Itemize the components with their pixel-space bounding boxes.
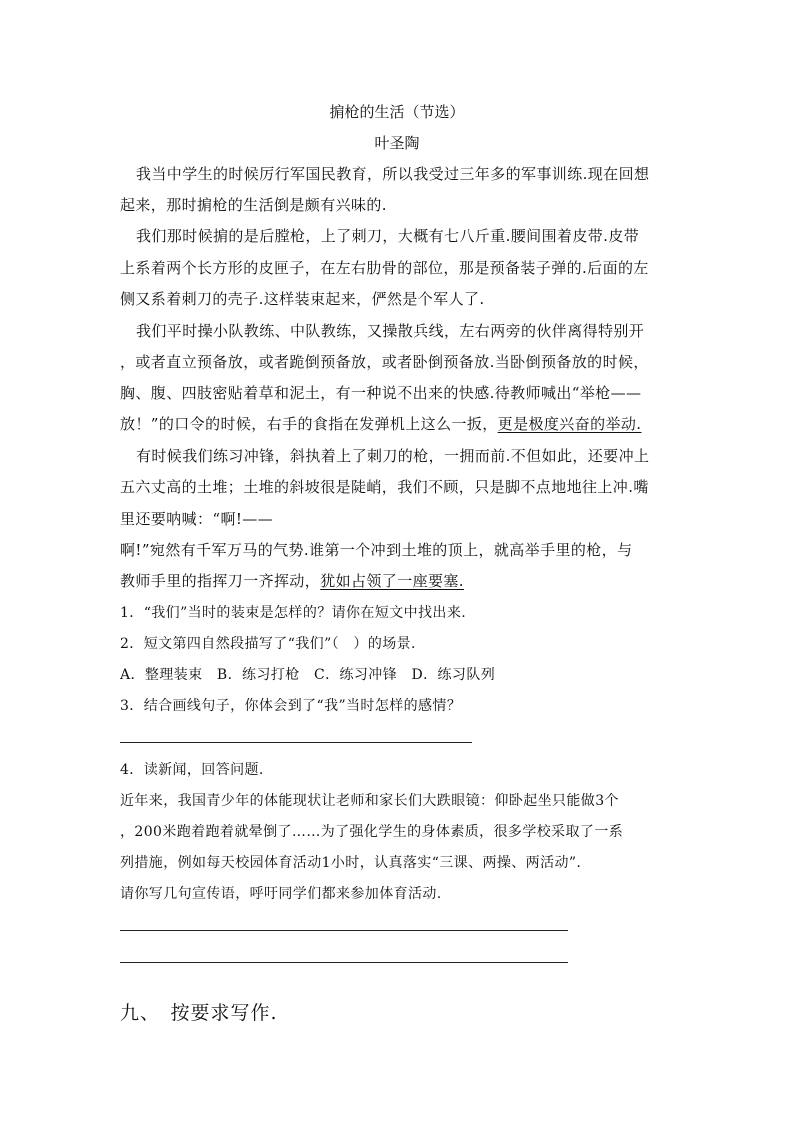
question-2: 2．短文第四自然段描写了“我们”（ ）的场景. <box>120 636 416 652</box>
news-line-2: ，200米跑着跑着就晕倒了……为了强化学生的身体素质，很多学校采取了一系 <box>120 824 624 840</box>
paragraph-3-line-3: 胸、腹、四肢密贴着草和泥土，有一种说不出来的快感.待教师喊出“举枪—— <box>120 384 642 402</box>
news-line-3: 列措施，例如每天校园体育活动1小时，认真落实“三课、两操、两活动”. <box>120 855 582 871</box>
paragraph-4-line-2: 五六丈高的土堆；土堆的斜坡很是陡峭，我们不顾，只是脚不点地地往上冲.嘴 <box>120 478 649 496</box>
paragraph-2-line-2: 上系着两个长方形的皮匣子，在左右肋骨的部位，那是预备装子弹的.后面的左 <box>120 259 649 277</box>
paragraph-4-line-1: 有时候我们练习冲锋，斜执着上了刺刀的枪，一拥而前.不但如此，还要冲上 <box>136 447 650 465</box>
article-author: 叶圣陶 <box>374 134 420 152</box>
paragraph-3-line-4-plain: 放！”的口令的时候，右手的食指在发弹机上这么一扳， <box>120 415 498 433</box>
question-3: 3．结合画线句子，你体会到了“我”当时怎样的感情？ <box>120 698 462 714</box>
news-line-1: 近年来，我国青少年的体能现状让老师和家长们大跌眼镜：仰卧起坐只能做3个 <box>120 793 619 809</box>
question-4: 4．读新闻，回答问题. <box>120 762 264 778</box>
paragraph-4-line-3: 里还要呐喊：“啊!—— <box>120 510 274 528</box>
article-title: 掮枪的生活（节选） <box>329 103 465 121</box>
paragraph-2-line-3: 侧又系着刺刀的壳子.这样装束起来，俨然是个军人了. <box>120 290 485 308</box>
question-3-answer-line[interactable] <box>120 742 472 743</box>
question-1: 1．“我们”当时的装束是怎样的？请你在短文中找出来. <box>120 605 467 621</box>
paragraph-4-line-5-plain: 教师手里的指挥刀一齐挥动， <box>120 572 321 590</box>
paragraph-4-line-4: 啊!”宛然有千军万马的气势.谁第一个冲到土堆的顶上，就高举手里的枪，与 <box>120 541 633 559</box>
paragraph-3-line-1: 我们平时操小队教练、中队教练，又操散兵线，左右两旁的伙伴离得特别开 <box>136 322 645 340</box>
paragraph-1-line-1: 我当中学生的时候厉行军国民教育，所以我受过三年多的军事训练.现在回想 <box>136 165 650 183</box>
question-2-options: A．整理装束 B．练习打枪 C．练习冲锋 D．练习队列 <box>120 667 496 683</box>
paragraph-4-line-5 <box>120 571 464 591</box>
question-4-answer-line-1[interactable] <box>120 930 568 931</box>
section-9-heading: 九、 按要求写作. <box>120 1002 278 1024</box>
underlined-sentence-1: 更是极度兴奋的举动. <box>497 415 642 433</box>
paragraph-2-line-1: 我们那时候掮的是后膛枪，上了刺刀，大概有七八斤重.腰间围着皮带.皮带 <box>136 227 640 245</box>
news-prompt: 请你写几句宣传语，呼吁同学们都来参加体育活动. <box>120 886 442 902</box>
paragraph-1-line-2: 起来，那时掮枪的生活倒是颇有兴味的. <box>120 196 387 214</box>
paragraph-3-line-4 <box>120 414 641 434</box>
underlined-sentence-2: 犹如占领了一座要塞. <box>320 572 464 590</box>
paragraph-3-line-2: ，或者直立预备放，或者跪倒预备放，或者卧倒预备放.当卧倒预备放的时候， <box>120 353 649 371</box>
question-4-answer-line-2[interactable] <box>120 962 568 963</box>
